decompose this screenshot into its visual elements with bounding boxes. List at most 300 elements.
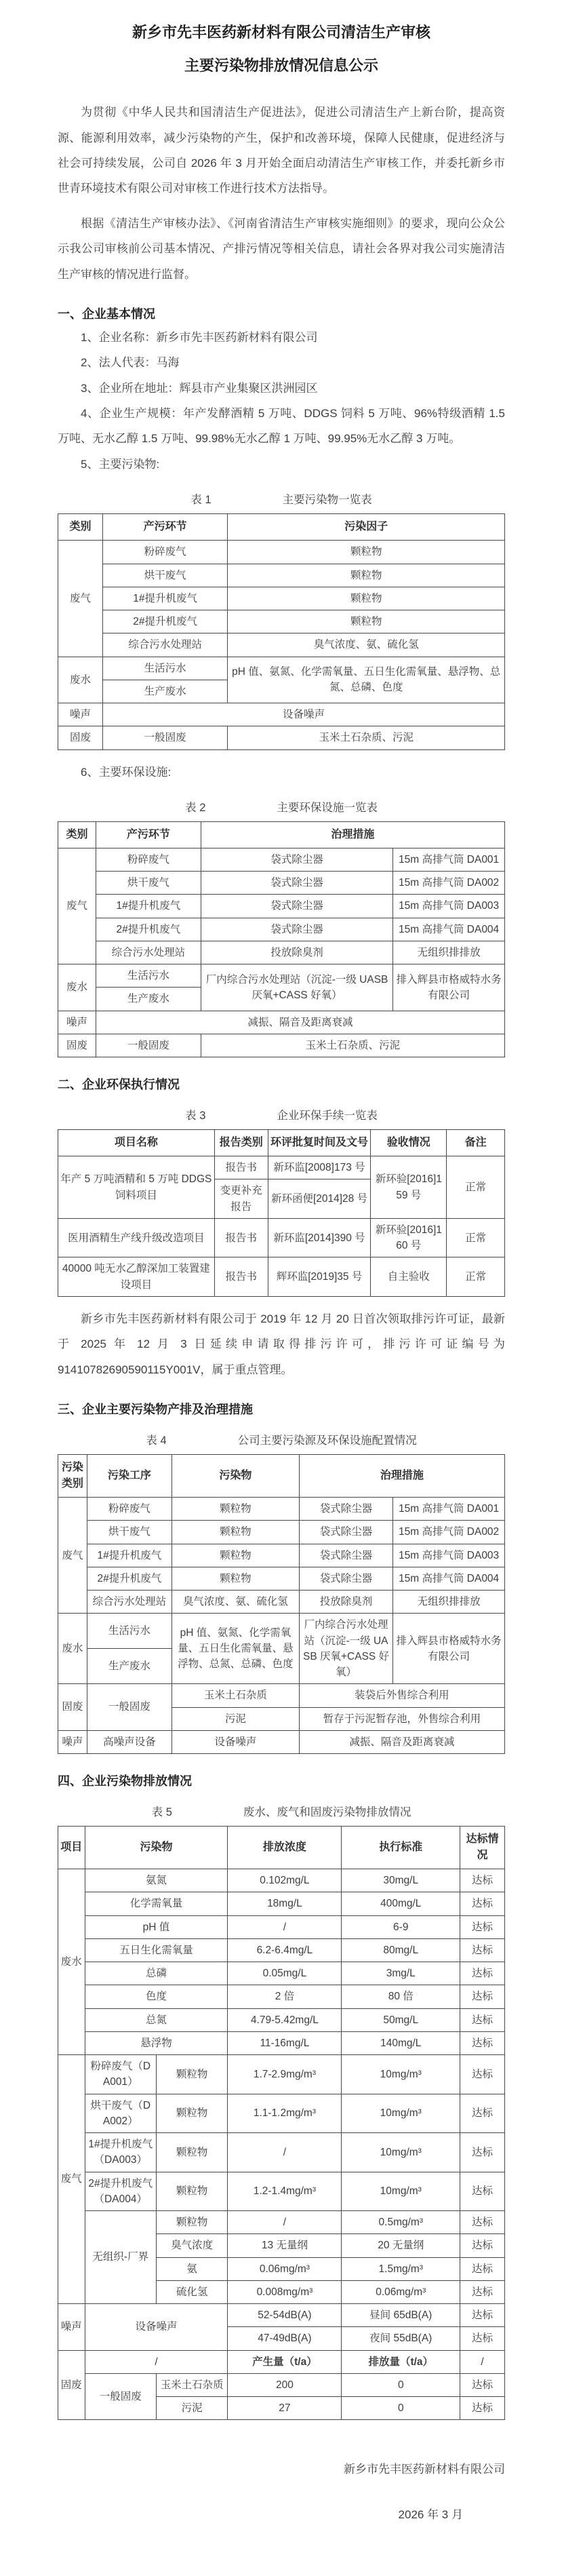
table-cell: 达标 [460,2373,505,2396]
permit-paragraph: 新乡市先丰医药新材料有限公司于 2019 年 12 月 20 日首次领取排污许可证，最新于 2025 年 12 月 3 日延续申请取得排污许可，排污许可证编号为 91410782690590115Y001V，属于重点管理。 [58,1312,505,1376]
table-cell: 暂存于污泥暂存池，外售综合利用 [299,1707,504,1730]
intro-paragraph: 为贯彻《中华人民共和国清洁生产促进法》，促进公司清洁生产上新台阶，提高资源、能源利用效率，减少污染物的产生，保护和改善环境，保障人民健康，促进经济与社会可持续发展，公司自 2026 年 3 月开始全面启动清洁生产审核工作，并委托新乡市世青环境技术有限公司对审核工作进行技术方法指导。 [58,106,505,195]
table-cell: 烘干废气 [87,1521,172,1544]
table-cell: 报告书 [214,1257,268,1297]
table-row [58,1498,505,1521]
table-cell: 1.7-2.9mg/m³ [228,2055,342,2094]
table-cell: 颗粒物 [172,1567,300,1590]
table-cell: 达标 [460,2280,505,2303]
table-row [58,610,505,633]
table-row [58,587,505,610]
table-row [58,1257,505,1297]
table-cell: 达标 [460,1962,505,1985]
table-cell: 一般固废 [85,2373,156,2420]
table-cell: 15m 高排气筒 DA004 [393,1567,505,1590]
table-cell: 颗粒物 [228,610,505,633]
table-cell: 0.102mg/L [228,1869,342,1892]
table-cell: 正常 [447,1257,505,1297]
table-row [58,872,505,895]
category-cell: 固废 [58,1034,96,1057]
table-cell: 0.008mg/m³ [228,2280,342,2303]
table3-caption-number: 表 3 [185,1110,206,1123]
table5-emission-status [58,1826,505,2420]
table-row [58,1962,505,1985]
table-cell: 达标 [460,1869,505,1892]
table-row [58,657,505,680]
table-cell: 减振、隔音及距离衰减 [299,1730,504,1753]
table-cell: 10mg/m³ [342,2133,460,2172]
table-cell: / [228,1915,342,1938]
table-cell: 装袋后外售综合利用 [299,1684,504,1707]
table-cell: 生产废水 [87,1649,172,1684]
table2-caption [58,798,505,815]
table-row [58,2373,505,2396]
table-cell: 1#提升机废气 [102,587,228,610]
table-cell: 15m 高排气筒 DA003 [393,895,505,918]
table1-main-pollutants [58,513,505,749]
table-cell: 玉米土石杂质 [156,2373,227,2396]
table1-caption-number: 表 1 [190,494,212,507]
table-cell: 总磷 [85,1962,228,1985]
table-cell: / [85,2350,228,2373]
table-cell: 污泥 [172,1707,300,1730]
category-cell: 废水 [58,657,103,703]
table-cell: 颗粒物 [156,2133,227,2172]
header-cell: 项目 [58,1827,85,1869]
table-cell: 粉碎废气 [87,1498,172,1521]
table-row [58,564,505,587]
table-row [58,1915,505,1938]
table-cell: 生活污水 [87,1614,172,1649]
table4-caption-title: 公司主要污染源及环保设施配置情况 [237,1435,417,1447]
table-cell: 200 [228,2373,342,2396]
table-cell: 0.06mg/m³ [228,2257,342,2280]
table-cell: / [460,2350,505,2373]
table-cell: pH 值、氨氮、化学需氧量、五日生化需氧量、悬浮物、总氮、总磷、色度 [172,1614,300,1684]
table-cell: 2#提升机废气 [96,918,201,941]
list-item-env-facilities: 6、主要环保设施: [81,765,172,779]
header-cell: 产污环节 [102,514,228,541]
table-cell: 2#提升机废气（DA004） [85,2172,156,2211]
table-cell: 颗粒物 [228,587,505,610]
table-row [58,1730,505,1753]
table-row [58,541,505,564]
table-cell: 排入辉县市格威特水务有限公司 [393,964,505,1011]
basis-paragraph: 根据《清洁生产审核办法》、《河南省清洁生产审核实施细则》的要求，现向公众公示我公司审核前公司基本情况、产排污情况等相关信息，请社会各界对我公司实施清洁生产审核的情况进行监督。 [58,216,505,281]
table-cell: 投放除臭剂 [201,941,392,964]
table-cell: 袋式除尘器 [201,848,392,871]
table-cell: 玉米土石杂质、污泥 [201,1034,504,1057]
table-cell: 10mg/m³ [342,2055,460,2094]
header-cell: 达标情况 [460,1827,505,1869]
table-cell: 产生量（t/a） [228,2350,342,2373]
table-row [58,895,505,918]
table-cell: 2#提升机废气 [102,610,228,633]
table-cell: / [228,2211,342,2234]
header-cell: 污染物 [172,1455,300,1498]
table-cell: / [228,2133,342,2172]
table-cell: 达标 [460,2008,505,2031]
table-cell: 10mg/m³ [342,2094,460,2133]
table-cell: 氨 [156,2257,227,2280]
table-cell: 新环验[2016]159 号 [371,1156,447,1219]
header-cell: 验收情况 [371,1130,447,1156]
table-cell: 玉米土石杂质 [172,1684,300,1707]
category-cell: 固废 [58,2350,85,2420]
table-cell: 140mg/L [342,2031,460,2054]
table-cell: 排入辉县市格威特水务有限公司 [393,1614,505,1684]
table-cell: 袋式除尘器 [299,1567,392,1590]
table-cell: 80mg/L [342,1938,460,1962]
table-cell: 0 [342,2397,460,2420]
table-cell: 0.5mg/m³ [342,2211,460,2234]
list-item-address: 3、企业所在地址：辉县市产业集聚区洪洲园区 [81,381,318,395]
table3-caption-title: 企业环保手续一览表 [277,1110,378,1123]
table-cell: 色度 [85,1985,228,2008]
table-cell: 综合污水处理站 [87,1591,172,1614]
table-cell: 1#提升机废气 [96,895,201,918]
table-cell: 袋式除尘器 [299,1544,392,1567]
table2-caption-title: 主要环保设施一览表 [277,801,378,814]
table-cell: 粉碎废气 [102,541,228,564]
table-row [58,1011,505,1034]
table-cell: pH 值 [85,1915,228,1938]
table-cell: 400mg/L [342,1892,460,1915]
table-cell: 颗粒物 [156,2055,227,2094]
table-cell: 1#提升机废气（DA003） [85,2133,156,2172]
table-row [58,2133,505,2172]
category-cell: 废水 [58,1614,87,1684]
table-row [58,1218,505,1257]
table-cell: 厂内综合污水处理站（沉淀-一级 UASB 厌氧+CASS 好氧） [201,964,392,1011]
table-cell: 厂内综合污水处理站（沉淀-一级 UASB 厌氧+CASS 好氧） [299,1614,392,1684]
table-cell: 医用酒精生产线升级改造项目 [58,1218,215,1257]
table-cell: 昼间 65dB(A) [342,2304,460,2327]
table-cell: 变更补充报告 [214,1179,268,1219]
category-cell: 固废 [58,1684,87,1731]
table-cell: 设备噪声 [172,1730,300,1753]
table-cell: 综合污水处理站 [102,633,228,657]
table4-pollution-sources [58,1454,505,1754]
table-cell: 15m 高排气筒 DA001 [393,848,505,871]
table-cell: 15m 高排气筒 DA002 [393,872,505,895]
table-cell: 达标 [460,2257,505,2280]
table-cell: 80 倍 [342,1985,460,2008]
table-row [58,1892,505,1915]
table4-caption [58,1431,505,1447]
section3-heading: 三、企业主要污染物产排及治理措施 [58,1403,253,1417]
category-cell: 废气 [58,848,96,964]
list-item-scale: 4、企业生产规模：年产发酵酒精 5 万吨、DDGS 饲料 5 万吨、96%特级酒精 1.5 万吨、无水乙醇 1.5 万吨、99.98%无水乙醇 1 万吨、99.95%无水乙醇 3 万吨。 [58,407,505,446]
table-cell: 减振、隔音及距离衰减 [96,1011,505,1034]
table-cell: 11-16mg/L [228,2031,342,2054]
table-row [58,1567,505,1590]
header-cell: 类别 [58,514,103,541]
table-cell: 氨氮 [85,1869,228,1892]
section1-heading: 一、企业基本情况 [58,307,155,321]
category-cell: 废气 [58,2055,85,2304]
table-cell: 50mg/L [342,2008,460,2031]
table-cell: 30mg/L [342,1869,460,1892]
table-row [58,2055,505,2094]
table-row [58,1684,505,1707]
table-cell: 15m 高排气筒 DA001 [393,1498,505,1521]
section4-heading: 四、企业污染物排放情况 [58,1774,192,1789]
table-cell: 总氮 [85,2008,228,2031]
table-cell: 排放量（t/a） [342,2350,460,2373]
table5-caption [58,1803,505,1819]
table-cell: 年产 5 万吨酒精和 5 万吨 DDGS 饲料项目 [58,1156,215,1219]
header-cell: 项目名称 [58,1130,215,1156]
table-row [58,2094,505,2133]
table-cell: 硫化氢 [156,2280,227,2303]
category-cell: 噪声 [58,2304,85,2351]
header-cell: 治理措施 [299,1455,504,1498]
table-cell: 袋式除尘器 [299,1498,392,1521]
table-header-row [58,1827,505,1869]
table-cell: 高噪声设备 [87,1730,172,1753]
table-cell: 20 无量纲 [342,2234,460,2257]
table-row [58,1985,505,2008]
table-cell: 达标 [460,2055,505,2094]
table-row [58,2350,505,2373]
footer-company-name: 新乡市先丰医药新材料有限公司 [344,2463,505,2476]
table-row [58,1614,505,1649]
table-cell: 设备噪声 [85,2304,228,2351]
header-cell: 污染类别 [58,1455,87,1498]
table-cell: 悬浮物 [85,2031,228,2054]
table-row [58,2304,505,2327]
table5-caption-title: 废水、废气和固废污染物排放情况 [243,1806,411,1819]
category-cell: 固废 [58,726,103,749]
table3-env-procedures [58,1129,505,1297]
header-cell: 产污环节 [96,821,201,848]
table-cell: 颗粒物 [228,564,505,587]
table-row [58,703,505,726]
table-header-row [58,1455,505,1498]
table-cell: 臭气浓度、氨、硫化氢 [228,633,505,657]
header-cell: 执行标准 [342,1827,460,1869]
table-cell: 袋式除尘器 [201,872,392,895]
table-cell: 达标 [460,2234,505,2257]
table-cell: 13 无量纲 [228,2234,342,2257]
table-cell: 40000 吨无水乙醇深加工装置建设项目 [58,1257,215,1297]
table-cell: 臭气浓度 [156,2234,227,2257]
table-cell: 辉环监[2019]35 号 [268,1257,371,1297]
table-cell: 设备噪声 [102,703,504,726]
header-cell: 类别 [58,821,96,848]
table5-caption-number: 表 5 [151,1806,172,1819]
table-cell: 一般固废 [102,726,228,749]
table-row [58,1544,505,1567]
table-cell: 0 [342,2373,460,2396]
table-cell: 正常 [447,1218,505,1257]
table-cell: 无组织排排放 [393,941,505,964]
header-cell: 报告类别 [214,1130,268,1156]
table-cell: 正常 [447,1156,505,1219]
table2-caption-number: 表 2 [185,801,206,814]
table-row [58,848,505,871]
title-line-1: 新乡市先丰医药新材料有限公司清洁生产审核 [132,24,430,41]
list-item-main-pollutants: 5、主要污染物: [81,457,160,471]
table-cell: 达标 [460,1915,505,1938]
footer-date: 2026 年 3 月 [398,2508,463,2522]
table-cell: 52-54dB(A) [228,2304,342,2327]
table-cell: 粉碎废气（DA001） [85,2055,156,2094]
table-header-row [58,514,505,541]
table-cell: 一般固废 [96,1034,201,1057]
category-cell: 废水 [58,964,96,1011]
list-item-legal-rep: 2、法人代表：马海 [81,356,180,370]
table-cell: 18mg/L [228,1892,342,1915]
table-cell: 颗粒物 [228,541,505,564]
table-cell: 4.79-5.42mg/L [228,2008,342,2031]
table-cell: 新环监[2008]173 号 [268,1156,371,1179]
table-cell: 新环监[2014]390 号 [268,1218,371,1257]
table-cell: 无组织-厂界 [85,2211,156,2304]
table-cell: 1.2-1.4mg/m³ [228,2172,342,2211]
table-cell: 新环函便[2014]28 号 [268,1179,371,1219]
table-cell: 颗粒物 [172,1521,300,1544]
table-cell: 袋式除尘器 [201,918,392,941]
table-cell: 达标 [460,1892,505,1915]
table-cell: 污泥 [156,2397,227,2420]
table-cell: 生产废水 [96,988,201,1011]
header-cell: 污染工序 [87,1455,172,1498]
table-cell: 6.2-6.4mg/L [228,1938,342,1962]
header-cell: 污染因子 [228,514,505,541]
header-cell: 环评批复时间及文号 [268,1130,371,1156]
table-cell: 达标 [460,2133,505,2172]
table-cell: 达标 [460,2172,505,2211]
table-cell: 臭气浓度、氨、硫化氢 [172,1591,300,1614]
category-cell: 噪声 [58,703,103,726]
table-cell: 颗粒物 [172,1544,300,1567]
table-cell: 化学需氧量 [85,1892,228,1915]
table-cell: 生活污水 [102,657,228,680]
table-cell: 15m 高排气筒 DA002 [393,1521,505,1544]
category-cell: 噪声 [58,1011,96,1034]
table-cell: 27 [228,2397,342,2420]
table-cell: 颗粒物 [156,2211,227,2234]
table3-caption [58,1106,505,1123]
table-cell: 综合污水处理站 [96,941,201,964]
table-cell: 2 倍 [228,1985,342,2008]
table-row [58,1938,505,1962]
table-cell: 达标 [460,1938,505,1962]
table-cell: 3mg/L [342,1962,460,1985]
table-row [58,2008,505,2031]
document-footer [58,2459,505,2522]
table-row [58,633,505,657]
table-cell: 达标 [460,1985,505,2008]
table-cell: 1.5mg/m³ [342,2257,460,2280]
category-cell: 废气 [58,541,103,657]
title-line-2: 主要污染物排放情况信息公示 [184,56,378,74]
table-cell: 达标 [460,2327,505,2350]
table-cell: 无组织排排放 [393,1591,505,1614]
table-cell: 一般固废 [87,1684,172,1731]
table2-env-facilities [58,821,505,1057]
table-cell: 47-49dB(A) [228,2327,342,2350]
category-cell: 噪声 [58,1730,87,1753]
table-cell: 15m 高排气筒 DA003 [393,1544,505,1567]
table-cell: 烘干废气 [96,872,201,895]
table-cell: 达标 [460,2397,505,2420]
header-cell: 治理措施 [201,821,504,848]
header-cell: 污染物 [85,1827,228,1869]
table-header-row [58,821,505,848]
table-row [58,1591,505,1614]
table-header-row [58,1130,505,1156]
table-cell: 0.05mg/L [228,1962,342,1985]
table-cell: 投放除臭剂 [299,1591,392,1614]
table-cell: 生产废水 [102,680,228,703]
category-cell: 废水 [58,1869,85,2055]
table-cell: 0.06mg/m³ [342,2280,460,2303]
table-cell: pH 值、氨氮、化学需氧量、五日生化需氧量、悬浮物、总氮、总磷、色度 [228,657,505,703]
header-cell: 备注 [447,1130,505,1156]
table-cell: 报告书 [214,1156,268,1179]
table-cell: 烘干废气（DA002） [85,2094,156,2133]
table-cell: 报告书 [214,1218,268,1257]
list-item-company-name: 1、企业名称：新乡市先丰医药新材料有限公司 [81,330,318,344]
table-cell: 达标 [460,2094,505,2133]
table-cell: 达标 [460,2031,505,2054]
table-row [58,2211,505,2234]
table-row [58,918,505,941]
table-cell: 五日生化需氧量 [85,1938,228,1962]
header-cell: 排放浓度 [228,1827,342,1869]
table-cell: 颗粒物 [172,1498,300,1521]
table-cell: 颗粒物 [156,2094,227,2133]
table-cell: 2#提升机废气 [87,1567,172,1590]
table4-caption-number: 表 4 [146,1435,167,1447]
table-row [58,964,505,988]
table-row [58,1034,505,1057]
table-row [58,1869,505,1892]
table-cell: 达标 [460,2304,505,2327]
table-row [58,1156,505,1179]
table-cell: 粉碎废气 [96,848,201,871]
table-cell: 6-9 [342,1915,460,1938]
table-cell: 1#提升机废气 [87,1544,172,1567]
table-cell: 达标 [460,2211,505,2234]
table-cell: 袋式除尘器 [299,1521,392,1544]
table-cell: 自主验收 [371,1257,447,1297]
table-row [58,941,505,964]
table-row [58,1521,505,1544]
table1-caption-title: 主要污染物一览表 [282,494,372,507]
table-cell: 1.1-1.2mg/m³ [228,2094,342,2133]
table-cell: 颗粒物 [156,2172,227,2211]
table-cell: 烘干废气 [102,564,228,587]
table-row [58,726,505,749]
table-cell: 袋式除尘器 [201,895,392,918]
table-cell: 15m 高排气筒 DA004 [393,918,505,941]
section2-heading: 二、企业环保执行情况 [58,1078,180,1092]
table-row [58,2172,505,2211]
table-cell: 生活污水 [96,964,201,988]
category-cell: 废气 [58,1498,87,1614]
table-cell: 玉米土石杂质、污泥 [228,726,505,749]
table1-caption [58,490,505,507]
table-row [58,2031,505,2054]
table-cell: 10mg/m³ [342,2172,460,2211]
document-title [58,23,505,75]
table-cell: 新环验[2016]160 号 [371,1218,447,1257]
table-cell: 夜间 55dB(A) [342,2327,460,2350]
